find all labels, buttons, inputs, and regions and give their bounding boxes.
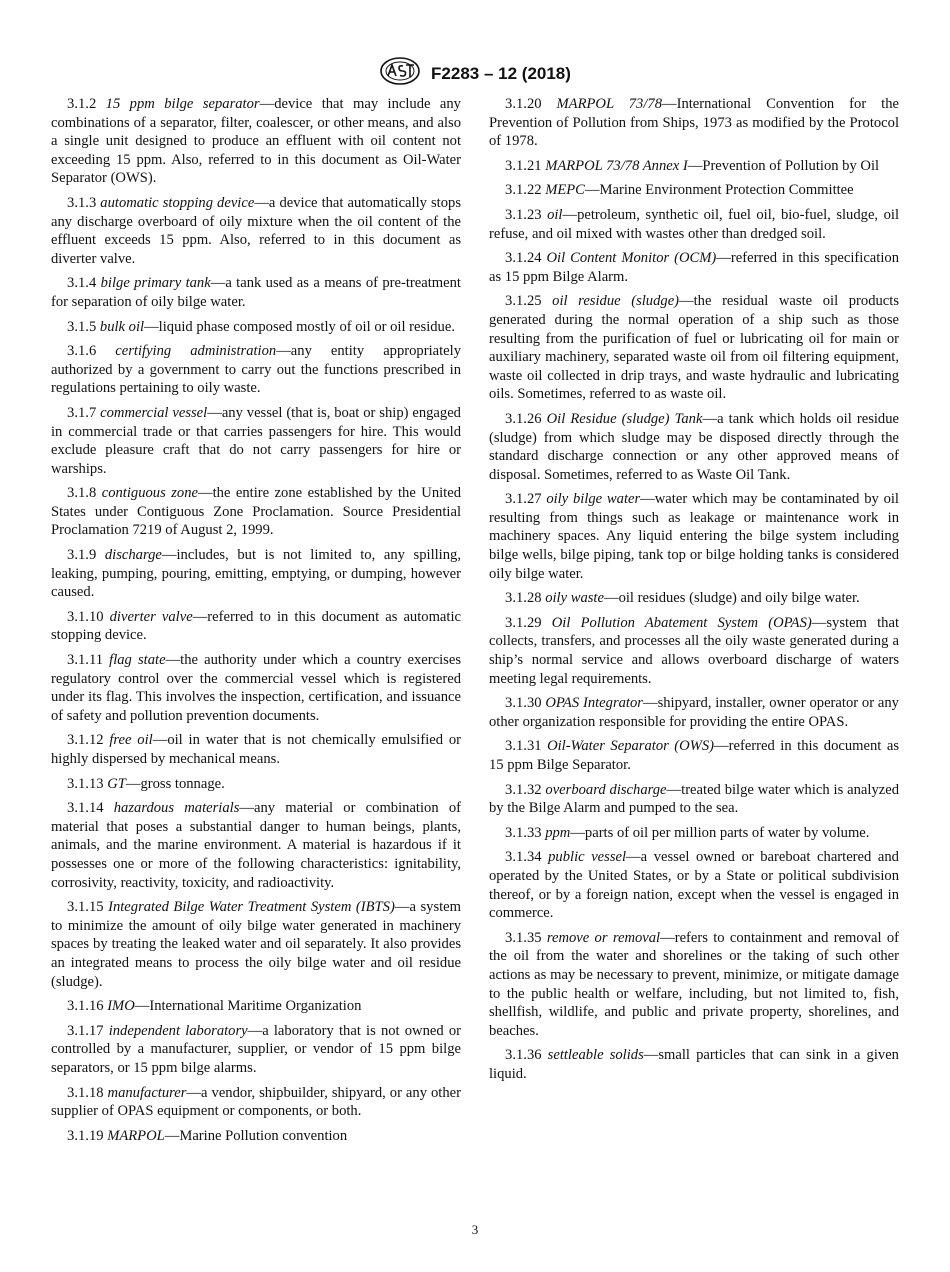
definition-term: 15 ppm bilge separator — [105, 96, 260, 112]
definition-number: 3.1.35 — [505, 929, 542, 946]
definition-entry — [51, 546, 461, 602]
left-column — [51, 95, 461, 1151]
definition-number: 3.1.30 — [505, 695, 542, 712]
definition-text: —a system to minimize the amount of oily bilge water generated in machinery spaces by treating the leaked water and oil separately. It also provides an integrated means to process the oily bilge water and oil residue (sludge). — [51, 899, 462, 990]
definition-text: —oil in water that is not chemically emulsified or highly dispersed by mechanical means. — [51, 732, 461, 767]
definition-entry — [489, 249, 899, 286]
definition-text: —system that collects, transfers, and processes all the oily waste generated during a ship’s normal service and allows overboard discharge of waters meeting legal requirements. — [489, 614, 899, 687]
definition-text: —referred in this document as 15 ppm Bilge Separator. — [489, 738, 900, 773]
definition-number: 3.1.4 — [67, 275, 97, 292]
definition-term: oily waste — [545, 590, 604, 607]
definition-entry — [489, 694, 899, 731]
definition-text: —Marine Pollution convention — [164, 1127, 348, 1144]
definition-number: 3.1.22 — [505, 182, 542, 199]
definition-term: bulk oil — [99, 318, 145, 335]
definition-term: MEPC — [545, 182, 585, 199]
definition-entry — [489, 848, 899, 922]
definition-number: 3.1.15 — [67, 899, 104, 916]
definition-number: 3.1.11 — [67, 652, 103, 669]
definition-entry — [489, 824, 899, 843]
definition-term: certifying administration — [115, 343, 277, 360]
definition-text: —the residual waste oil products generated during the normal operation of a ship such as those resulting from the purification of fuel or lubricating oil for main or auxiliary machinery, separated waste oil from oil filtering equipment, waste oil collected in drip trays, and waste hydraulic and lubricating oils. Sometimes, referred to as waste oil. — [489, 293, 899, 403]
definition-term: Oil Residue (sludge) Tank — [546, 410, 703, 427]
definition-number: 3.1.18 — [67, 1084, 104, 1101]
definition-text: —International Maritime Organization — [134, 998, 362, 1015]
definition-term: overboard discharge — [545, 781, 667, 798]
definition-text: —includes, but is not limited to, any spilling, leaking, pumping, pouring, emitting, emptying, or dumping, however caused. — [51, 547, 461, 601]
definition-term: oil residue (sludge) — [552, 293, 680, 310]
definition-number: 3.1.23 — [505, 206, 542, 223]
definition-entry — [51, 484, 461, 540]
definition-entry — [51, 608, 461, 645]
definition-term: MARPOL 73/78 — [556, 96, 662, 112]
page-header — [0, 56, 950, 86]
definition-text: —gross tonnage. — [125, 775, 225, 792]
astm-logo-icon — [379, 56, 421, 91]
definition-text: —referred to in this document as automatic stopping device. — [51, 608, 461, 644]
definition-text: —Prevention of Pollution by Oil — [687, 157, 880, 174]
definition-text: —a device that automatically stops any discharge overboard of oily mixture when the oil content of the effluent exceeds 15 ppm. Also, referred to in this document as diverter valve. — [51, 194, 461, 267]
definition-text: —any material or combination of material that poses a substantial danger to human beings, plants, animals, and the marine environment. A material is hazardous if it possesses one or more of the following characteristics: ignitability, corrosivity, reactivity, toxicity, and radioactivity. — [51, 800, 461, 891]
definition-entry — [489, 614, 899, 688]
definition-entry — [489, 1046, 899, 1083]
definition-entry — [51, 651, 461, 725]
definition-number: 3.1.3 — [67, 194, 97, 211]
definition-number: 3.1.31 — [505, 738, 542, 755]
definition-number: 3.1.36 — [505, 1047, 542, 1064]
definition-term: bilge primary tank — [100, 275, 211, 292]
definition-entry — [51, 318, 461, 337]
definition-term: flag state — [109, 652, 166, 669]
definition-number: 3.1.33 — [505, 824, 542, 841]
definition-term: Integrated Bilge Water Treatment System (IBTS) — [108, 899, 395, 916]
definition-entry — [489, 95, 899, 151]
definition-text: —device that may include any combinations of a separator, filter, coalescer, or other means, and also a single unit designed to produce an effluent with oil content not exceeding 15 ppm. Also, referred to in this document as Oil-Water Separator (OWS). — [51, 96, 461, 187]
definition-term: MARPOL 73/78 Annex I — [545, 157, 688, 174]
definition-text: —water which may be contaminated by oil resulting from things such as leakage or maintenance work in machinery spaces. Any liquid entering the bilge system including bilge wells, bilge piping, tank top or bilge holding tanks is considered oily bilge water. — [489, 491, 899, 582]
definition-term: independent laboratory — [108, 1022, 248, 1039]
definition-term: ppm — [545, 824, 571, 841]
definition-term: manufacturer — [107, 1084, 187, 1101]
definition-number: 3.1.2 — [67, 96, 97, 112]
definition-term: oil — [547, 206, 563, 223]
definition-text: —a tank used as a means of pre-treatment for separation of oily bilge water. — [51, 275, 461, 310]
definition-number: 3.1.32 — [505, 781, 542, 798]
definition-number: 3.1.29 — [505, 614, 542, 631]
right-column — [489, 95, 899, 1090]
definition-entry — [489, 410, 899, 484]
definition-number: 3.1.7 — [67, 404, 97, 421]
definition-text: —treated bilge water which is analyzed by the Bilge Alarm and pumped to the sea. — [489, 781, 899, 817]
definition-term: remove or removal — [546, 929, 661, 946]
definition-term: OPAS Integrator — [545, 695, 643, 712]
document-designation: F2283 – 12 (2018) — [431, 63, 571, 83]
definition-entry — [51, 1022, 461, 1078]
definition-entry — [489, 737, 899, 774]
definition-entry — [489, 292, 899, 404]
definition-number: 3.1.6 — [67, 343, 97, 360]
definition-entry — [51, 274, 461, 311]
definition-term: public vessel — [548, 849, 627, 866]
definition-entry — [489, 181, 899, 200]
definition-text: —refers to containment and removal of the oil from the water and shorelines or the taking of such other actions as may be necessary to prevent, minimize, or mitigate damage to the public health or welfare, including, but not limited to, fish, shellfish, wildlife, and public and private property, shorelines, and beaches. — [489, 929, 899, 1039]
definition-text: —a tank which holds oil residue (sludge) from which sludge may be disposed directly through the standard discharge connection or any other approved means of disposal. Sometimes, referred to as Waste Oil Tank. — [489, 410, 900, 483]
definition-entry — [489, 157, 899, 176]
definition-text: —parts of oil per million parts of water by volume. — [570, 824, 870, 841]
definition-number: 3.1.26 — [505, 410, 542, 427]
definition-term: commercial vessel — [100, 404, 208, 421]
definition-entry — [489, 929, 899, 1041]
definition-term: automatic stopping device — [100, 194, 255, 211]
definition-text: —the entire zone established by the United States under Contiguous Zone Proclamation. Source Presidential Proclamation 7219 of August 2, 1999. — [51, 485, 462, 539]
definition-number: 3.1.5 — [67, 318, 97, 335]
definition-term: free oil — [109, 732, 153, 749]
definition-text: —small particles that can sink in a given liquid. — [489, 1047, 899, 1082]
definition-entry — [51, 799, 461, 892]
definition-entry — [51, 731, 461, 768]
definition-term: IMO — [107, 998, 135, 1015]
definition-text: —International Convention for the Prevention of Pollution from Ships, 1973 as modified by the Protocol of 1978. — [489, 96, 899, 150]
definition-text: —a laboratory that is not owned or controlled by a manufacturer, supplier, or vendor of 15 ppm bilge separators, or 15 ppm bilge alarms. — [51, 1022, 461, 1076]
definition-number: 3.1.16 — [67, 998, 104, 1015]
definition-number: 3.1.21 — [505, 157, 542, 174]
page-number: 3 — [471, 1222, 479, 1237]
definition-number: 3.1.25 — [505, 293, 542, 310]
definition-text: —shipyard, installer, owner operator or any other organization responsible for providing the entire OPAS. — [489, 695, 899, 730]
definition-number: 3.1.27 — [505, 491, 542, 508]
definition-text: —oil residues (sludge) and oily bilge water. — [603, 590, 860, 607]
definition-number: 3.1.14 — [67, 800, 104, 817]
definition-entry — [489, 490, 899, 583]
definition-term: hazardous materials — [113, 800, 240, 817]
definition-entry — [489, 206, 899, 243]
definition-number: 3.1.8 — [67, 485, 97, 502]
definition-entry — [51, 898, 461, 991]
definition-text: —any entity appropriately authorized by a government to carry out the functions prescribed in regulations pertaining to oily waste. — [51, 343, 461, 397]
definition-entry — [489, 589, 899, 608]
definition-number: 3.1.10 — [67, 608, 104, 625]
definition-entry — [51, 997, 461, 1016]
definition-number: 3.1.20 — [505, 96, 542, 112]
definition-term: Oil-Water Separator (OWS) — [547, 738, 715, 755]
definition-entry — [51, 775, 461, 794]
definition-number: 3.1.12 — [67, 732, 104, 749]
definition-entry — [489, 781, 899, 818]
definition-term: diverter valve — [109, 608, 193, 625]
definition-entry — [51, 194, 461, 268]
definition-term: GT — [107, 775, 126, 792]
definition-text: —any vessel (that is, boat or ship) engaged in commercial trade or that carries passengers for hire. This would exclude pleasure craft that do not carry passengers for hire or warships. — [51, 404, 461, 477]
definition-number: 3.1.28 — [505, 590, 542, 607]
definition-number: 3.1.9 — [67, 547, 97, 564]
definition-number: 3.1.13 — [67, 775, 104, 792]
definition-term: MARPOL — [107, 1127, 165, 1144]
definition-text: —petroleum, synthetic oil, fuel oil, bio-fuel, sludge, oil refuse, and oil mixed with wastes other than dredged soil. — [489, 206, 900, 242]
definition-text: —a vessel owned or bareboat chartered and operated by the United States, or by a State or political subdivision thereof, or by a foreign nation, except when the vessel is engaged in commerce. — [489, 849, 899, 922]
definition-term: discharge — [104, 547, 162, 564]
definition-text: —liquid phase composed mostly of oil or oil residue. — [144, 318, 455, 335]
definition-term: settleable solids — [547, 1047, 644, 1064]
definition-entry — [51, 95, 461, 188]
definition-entry — [51, 1127, 461, 1146]
definition-entry — [51, 1084, 461, 1121]
definition-entry — [51, 404, 461, 478]
definition-term: Oil Pollution Abatement System (OPAS) — [551, 614, 812, 631]
definition-number: 3.1.24 — [505, 250, 542, 267]
definition-entry — [51, 342, 461, 398]
definition-text: —the authority under which a country exercises regulatory control over the commercial vessel which is registered under its flag. This involves the inspection, certification, and issuance of safety and pollution prevention documents. — [51, 652, 461, 724]
definition-number: 3.1.17 — [67, 1022, 104, 1039]
definition-text: —a vendor, shipbuilder, shipyard, or any other supplier of OPAS equipment or components, or both. — [51, 1084, 461, 1120]
definition-number: 3.1.34 — [505, 849, 542, 866]
definition-text: —referred in this specification as 15 ppm Bilge Alarm. — [489, 250, 899, 285]
definition-term: Oil Content Monitor (OCM) — [546, 250, 717, 267]
definition-text: —Marine Environment Protection Committee — [584, 182, 854, 199]
definition-number: 3.1.19 — [67, 1127, 104, 1144]
definition-term: oily bilge water — [546, 491, 641, 508]
definition-term: contiguous zone — [101, 485, 198, 502]
